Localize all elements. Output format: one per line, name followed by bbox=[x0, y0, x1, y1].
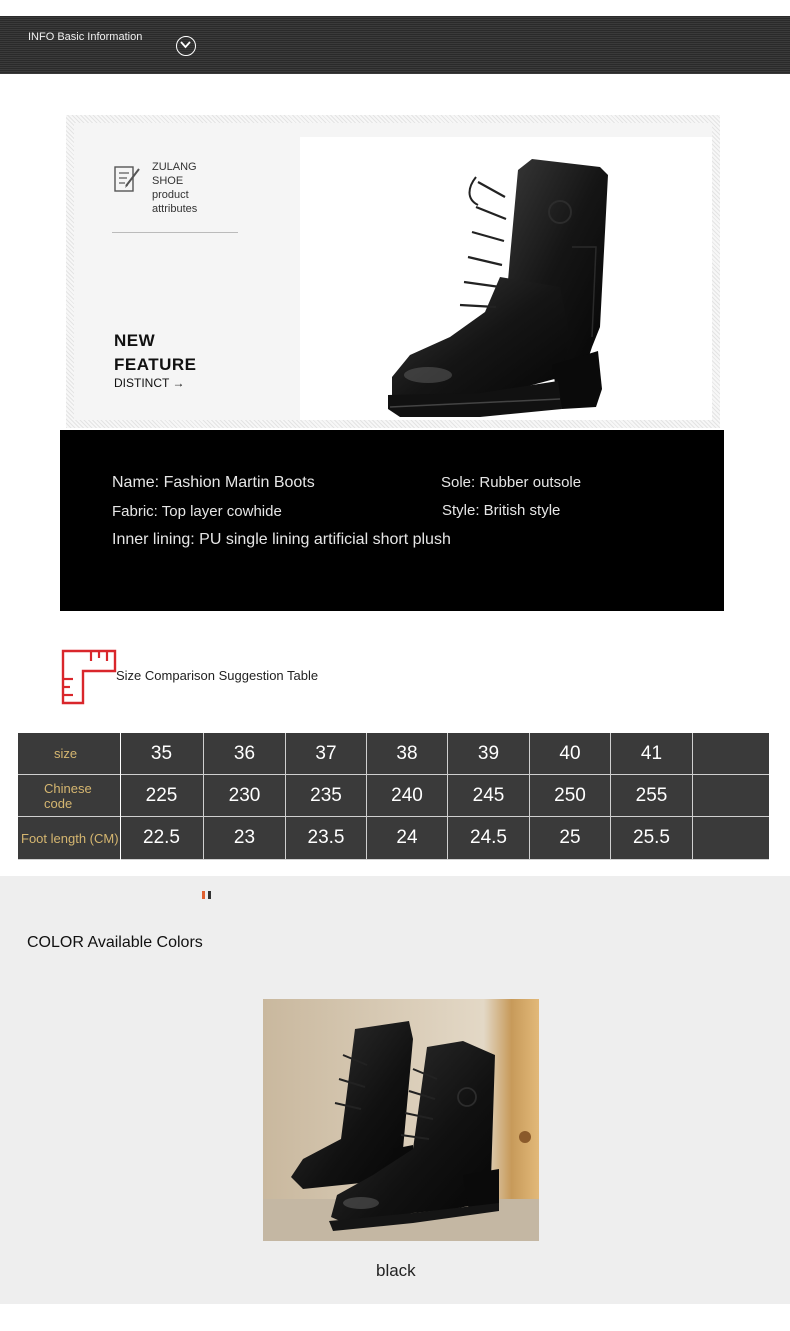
black-boots-pair-image bbox=[263, 999, 539, 1241]
table-cell bbox=[693, 733, 769, 775]
table-cell bbox=[693, 817, 769, 860]
color-section bbox=[0, 876, 790, 1304]
table-cell: 245 bbox=[448, 775, 530, 817]
accent-marker bbox=[202, 891, 205, 899]
color-swatch-photo[interactable] bbox=[263, 999, 539, 1241]
table-cell: 23 bbox=[204, 817, 286, 860]
feature-left-column bbox=[74, 123, 300, 420]
table-cell: 36 bbox=[204, 733, 286, 775]
table-cell: 22.5 bbox=[120, 817, 204, 860]
edit-note-icon bbox=[114, 164, 142, 194]
table-cell: 235 bbox=[286, 775, 367, 817]
spec-fabric: Fabric: Top layer cowhide bbox=[112, 503, 282, 520]
boot-side-view-image bbox=[300, 137, 712, 420]
table-cell: 37 bbox=[286, 733, 367, 775]
table-cell: 240 bbox=[367, 775, 448, 817]
accent-marker bbox=[208, 891, 211, 899]
table-cell: 250 bbox=[530, 775, 611, 817]
headline-line: FEATURE bbox=[114, 355, 197, 374]
table-cell: 38 bbox=[367, 733, 448, 775]
feature-panel bbox=[66, 115, 720, 428]
size-table bbox=[18, 733, 769, 860]
table-cell: 225 bbox=[120, 775, 204, 817]
specs-panel bbox=[60, 430, 724, 611]
distinct-subline: DISTINCT → bbox=[114, 376, 185, 390]
table-cell: 24.5 bbox=[448, 817, 530, 860]
table-cell: 25.5 bbox=[611, 817, 693, 860]
brand-line: ZULANG bbox=[152, 161, 197, 173]
row-label: Chinese code bbox=[18, 775, 120, 817]
table-cell: 24 bbox=[367, 817, 448, 860]
table-cell: 39 bbox=[448, 733, 530, 775]
feature-inner bbox=[74, 123, 712, 420]
size-row-foot-length bbox=[18, 817, 769, 860]
row-label: size bbox=[18, 733, 120, 775]
table-cell: 23.5 bbox=[286, 817, 367, 860]
new-feature-headline bbox=[114, 329, 197, 377]
spec-style: Style: British style bbox=[442, 502, 561, 519]
row-label: Foot length (CM) bbox=[18, 817, 120, 860]
divider bbox=[112, 232, 238, 233]
table-cell: 41 bbox=[611, 733, 693, 775]
table-cell bbox=[693, 775, 769, 817]
brand-line: product bbox=[152, 189, 189, 201]
boot-product-photo bbox=[300, 137, 712, 420]
spec-lining: Inner lining: PU single lining artificial short plush bbox=[112, 531, 451, 548]
size-row-chinese-code bbox=[18, 775, 769, 817]
info-header-bar bbox=[0, 16, 790, 74]
table-cell: 35 bbox=[120, 733, 204, 775]
brand-line: SHOE bbox=[152, 175, 184, 187]
color-section-title: COLOR Available Colors bbox=[27, 934, 203, 951]
spec-name: Name: Fashion Martin Boots bbox=[112, 474, 315, 491]
label-column-divider bbox=[120, 733, 121, 860]
table-cell: 40 bbox=[530, 733, 611, 775]
spec-sole: Sole: Rubber outsole bbox=[441, 474, 582, 491]
chevron-down-circle-icon[interactable] bbox=[176, 36, 196, 56]
size-row-size bbox=[18, 733, 769, 775]
table-cell: 25 bbox=[530, 817, 611, 860]
table-cell: 230 bbox=[204, 775, 286, 817]
size-section-title: Size Comparison Suggestion Table bbox=[116, 668, 319, 683]
brand-attributes-text bbox=[152, 160, 227, 216]
ruler-icon bbox=[61, 649, 117, 705]
brand-line: attributes bbox=[152, 203, 198, 215]
color-name-label: black bbox=[376, 1261, 416, 1280]
header-title: INFO Basic Information bbox=[28, 31, 143, 43]
headline-line: NEW bbox=[114, 331, 156, 350]
table-cell: 255 bbox=[611, 775, 693, 817]
